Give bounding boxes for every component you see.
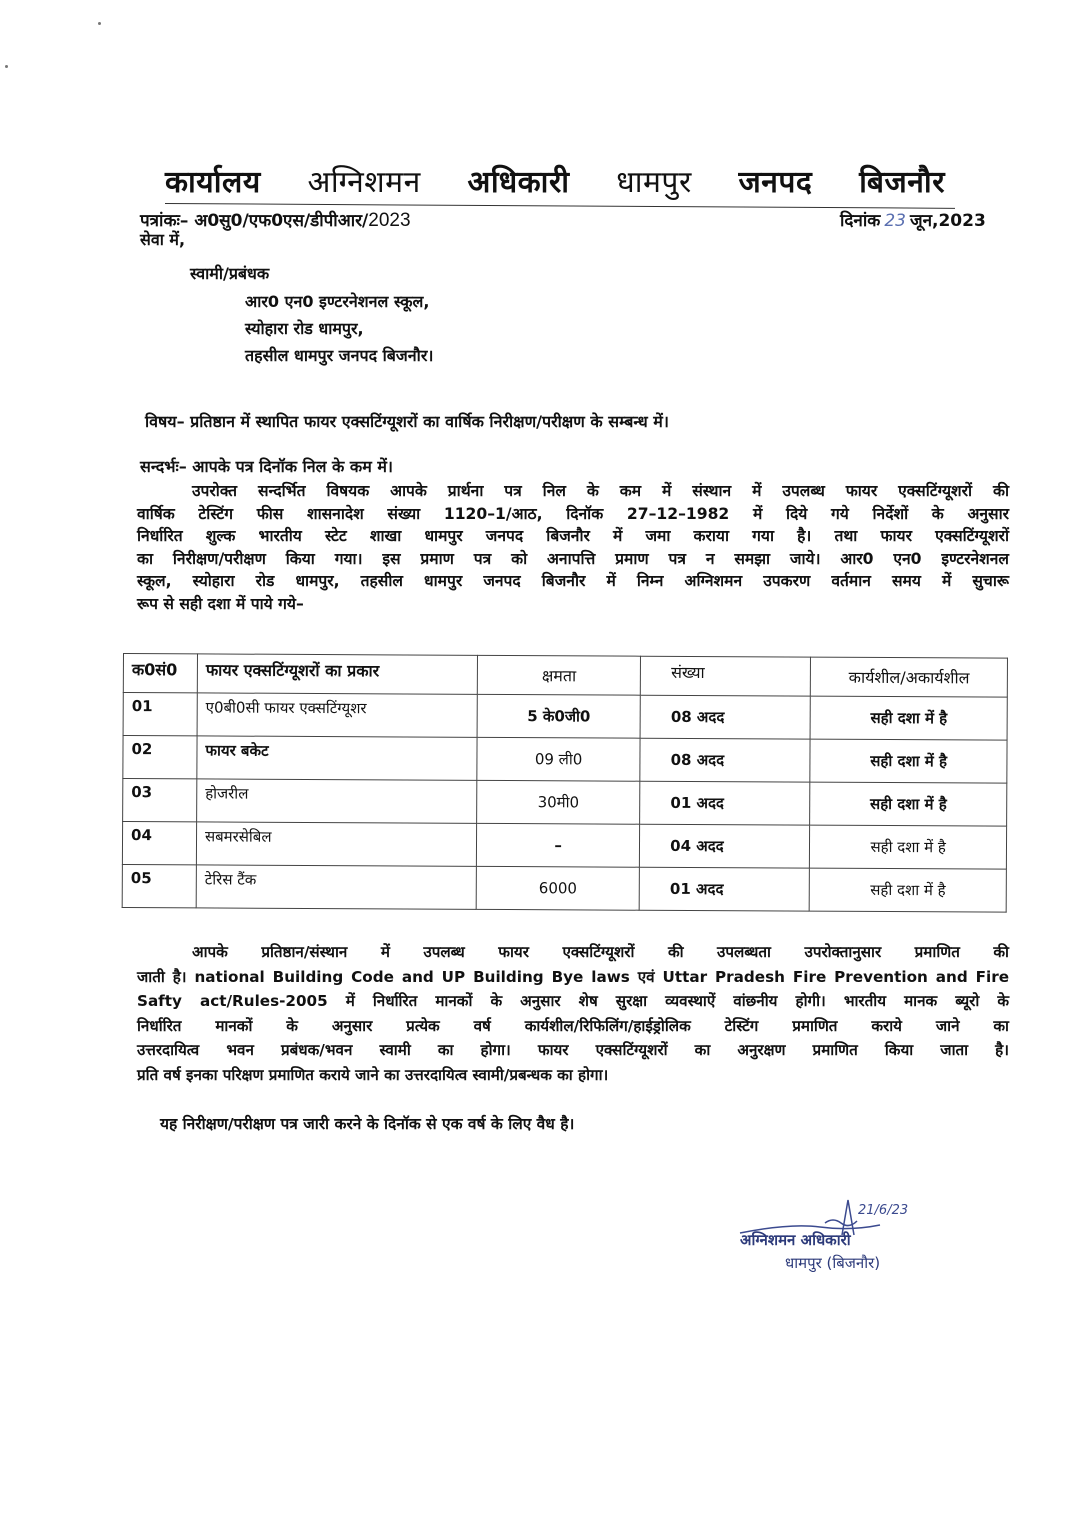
title-word: कार्यालय [165,165,261,200]
paragraph-line: उपरोक्त सन्दर्भित विषयक आपके प्रार्थना पत्र निल के कम में संस्थान में उपलब्ध फायर एक्सटिंग्यूशरों की [192,482,1009,500]
cell-serial: 04 [122,822,196,865]
scan-speck [5,65,8,68]
paragraph-line: स्कूल, स्योहारा रोड धामपुर, तहसील धामपुर जनपद बिजनौर में निम्न अग्निशमन उपकरण वर्तमान समय में सुचारू [137,572,1009,590]
header-type: फायर एक्सटिंग्यूशरों का प्रकार [197,654,477,694]
cell-serial: 02 [123,736,197,779]
ref-label: पत्रांकः– [140,211,189,231]
cell-serial: 01 [123,693,197,736]
cell-count: 01 अदद [639,867,809,911]
paragraph-line: आपके प्रतिष्ठान/संस्थान में उपलब्ध फायर एक्सटिंग्यूशरों की उपलब्धता उपरोक्तानुसार प्रमाणित की [192,943,1009,961]
office-letterhead-title [165,160,945,201]
scan-speck [98,22,101,25]
paragraph-line: निर्धारित शुल्क भारतीय स्टेट शाखा धामपुर जनपद बिजनौर में जमा कराया गया है। तथा फायर एक्सटिंग्यूशरों [137,527,1009,545]
cell-status: सही दशा में है [810,868,1007,912]
cell-status: सही दशा में है [810,782,1007,826]
stamp-designation: अग्निशमन अधिकारी [740,1231,851,1249]
cell-type: ए0बी0सी फायर एक्सटिंग्यूशर [197,693,477,737]
title-word: बिजनौर [859,165,945,200]
cell-count: 01 अदद [640,781,810,825]
paragraph-line: प्रति वर्ष इनका परिक्षण प्रमाणित कराये जाने का उत्तरदायित्व स्वामी/प्रबन्धक का होगा। [137,1065,609,1084]
table-row [122,822,1006,870]
cell-status: सही दशा में है [810,696,1007,740]
paragraph-line: उत्तरदायित्व भवन प्रबंधक/भवन स्वामी का होगा। फायर एक्सटिंग्यूशरों का अनुरक्षण प्रमाणित किया जाता है। [137,1041,1009,1059]
date-label: दिनांक [840,211,881,231]
paragraph-line: रूप से सही दशा में पाये गये– [137,594,304,613]
recipient-title: स्वामी/प्रबंधक [190,264,270,283]
header-capacity: क्षमता [477,655,640,695]
table-row [123,693,1007,741]
subject-line: विषय– प्रतिष्ठान में स्थापित फायर एक्सटिंग्यूशरों का वार्षिक निरीक्षण/परीक्षण के सम्बन्ध में। [145,412,669,431]
cell-count: 08 अदद [640,738,810,782]
title-word: अधिकारी [467,165,570,200]
date-day-handwritten: 23 [884,211,906,231]
ref-code: अ0सु0/एफ0एस/डीपीआर/ [194,211,369,231]
body-paragraph-1 [137,480,1009,615]
cell-capacity: 6000 [476,866,639,910]
cell-capacity: 5 के0जी0 [477,694,640,738]
title-word: जनपद [738,165,813,200]
title-word: अग्निशमन [307,165,421,200]
reference-line: सन्दर्भः– आपके पत्र दिनॉक निल के कम में। [140,457,393,476]
header-status: कार्यशील/अकार्यशील [811,657,1008,697]
paragraph-line: Safty act/Rules-2005 में निर्धारित मानकों के अनुसार शेष सुरक्षा व्यवस्थाऐं वांछनीय होगी। भारतीय मानक ब्यूरो के [137,992,1009,1010]
cell-type: टेरिस टैंक [196,865,476,909]
header-count: संख्या [640,656,810,696]
validity-line: यह निरीक्षण/परीक्षण पत्र जारी करने के दिनॉक से एक वर्ष के लिए वैध है। [160,1115,575,1133]
cell-type: फायर बकेट [197,736,477,780]
paragraph-line: वार्षिक टेस्टिंग फीस शासनादेश संख्या 1120–1/आठ, दिनॉक 27–12–1982 में दिये गये निर्देशों के अनुसार [137,504,1009,523]
paragraph-line: निर्धारित मानकों के अनुसार प्रत्येक वर्ष कार्यशील/रिफिलिंग/हाईड्रोलिक टेस्टिंग प्रमाणित कराये जाने का [137,1016,1009,1035]
signature-date: 21/6/23 [858,1203,909,1218]
cell-serial: 03 [123,779,197,822]
recipient-address-line: तहसील धामपुर जनपद बिजनौर। [245,346,434,365]
date-month-year: जून,2023 [909,211,986,231]
paragraph-line: जाती है। national Building Code and UP Building Bye laws एवं Uttar Pradesh Fire Prevention and Fire [137,967,1009,986]
recipient-address-line: आर0 एन0 इण्टरनेशनल स्कूल, [245,292,430,311]
salutation: सेवा में, [140,230,186,249]
cell-count: 08 अदद [640,695,810,739]
table-row [123,779,1007,827]
table-row [122,864,1006,912]
ref-year: 2023 [368,210,411,231]
cell-capacity: – [476,823,639,867]
cell-status: सही दशा में है [810,739,1007,783]
cell-count: 04 अदद [640,824,810,868]
cell-status: सही दशा में है [810,825,1007,869]
title-word: धामपुर [616,165,692,200]
header-serial: क0सं0 [123,654,197,693]
cell-type: होजरील [197,779,477,823]
cell-capacity: 30मी0 [477,780,640,824]
cell-capacity: 09 ली0 [477,737,640,781]
cell-type: सबमरसेबिल [196,822,476,866]
cell-serial: 05 [122,864,196,907]
body-paragraph-2 [137,940,1009,1087]
equipment-table [122,653,1008,913]
signature-block [730,1195,1020,1315]
recipient-address-line: स्योहारा रोड धामपुर, [245,319,364,338]
paragraph-line: का निरीक्षण/परीक्षण किया गया। इस प्रमाण पत्र को अनापत्ति प्रमाण पत्र न समझा जाये। आर0 एन0 इण्टरनेशनल [137,549,1009,568]
letter-date [840,208,986,231]
table-header-row [123,654,1007,698]
stamp-location: धामपुर (बिजनौर) [785,1254,881,1272]
table-row [123,736,1007,784]
